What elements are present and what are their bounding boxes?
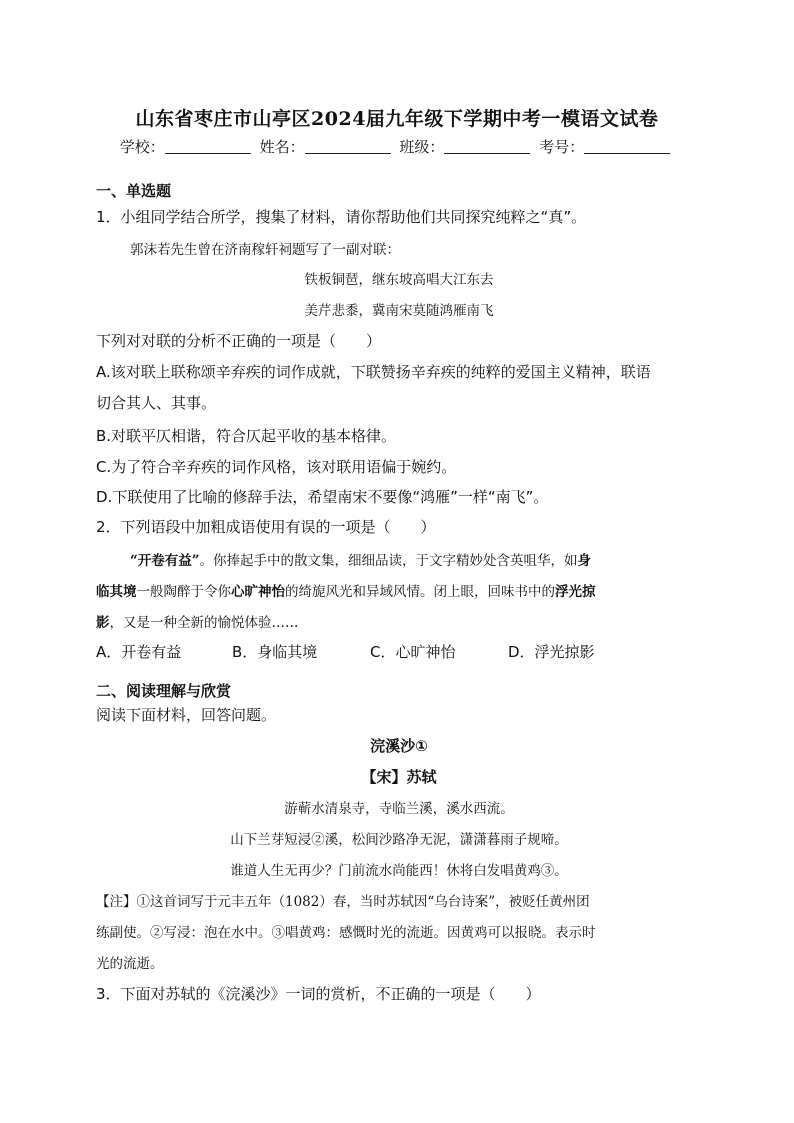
q1-option-d: D.下联使用了比喻的修辞手法，希望南宋不要像“鸿雁”一样“南飞”。 [96,488,549,506]
school-label: 学校： [119,138,165,156]
poem-author: 【宋】苏轼 [361,768,437,786]
class-blank [444,139,530,154]
name-blank [305,139,391,154]
name-label: 姓名： [259,138,305,156]
idiom-xinkuang: 心旷神怡 [231,584,285,600]
q1-option-b: B.对联平仄相谐，符合仄起平收的基本格律。 [96,427,397,445]
q1-couplet-upper: 铁板铜琶，继东坡高唱大江东去 [304,272,494,288]
q2-passage-line1: “开卷有益”。你捧起手中的散文集，细细品读，于文字精妙处含英咀华，如身 [130,553,592,569]
class-label: 班级： [399,138,445,156]
idiom-kaijuan: “开卷有益” [130,553,200,569]
poem-title: 浣溪沙① [370,737,428,755]
number-blank [584,139,670,154]
q3-stem: 3．下面对苏轼的《浣溪沙》一词的赏析，不正确的一项是（ ） [96,985,541,1003]
q2-option-a: A．开卷有益 [96,643,182,661]
section2-instruction: 阅读下面材料，回答问题。 [96,706,277,724]
poem-note-line3: 光的流逝。 [96,956,164,972]
q2-option-b: B．身临其境 [232,643,318,661]
q2-option-c: C．心旷神怡 [370,643,456,661]
poem-note-line2: 练副使。②写浸：泡在水中。③唱黄鸡：感慨时光的流逝。因黄鸡可以报晓。表示时 [96,925,596,941]
idiom-fuguang: 浮光掠 [555,584,596,600]
q1-intro: 郭沫若先生曾在济南稼轩祠题写了一副对联： [130,242,400,258]
section2-heading: 二、阅读理解与欣赏 [96,682,232,700]
q2-passage-line2: 临其境一般陶醉于令你心旷神怡的绮旎风光和异域风情。闭上眼，回味书中的浮光掠 [96,584,596,600]
poem-note-line1: 【注】①这首词写于元丰五年（1082）春，当时苏轼因“乌台诗案”，被贬任黄州团 [96,894,590,910]
q1-option-a-line2: 切合其人、其事。 [96,394,217,412]
q1-question: 下列对对联的分析不正确的一项是（ ） [96,332,382,350]
school-blank [165,139,251,154]
q2-passage-line3: 影，又是一种全新的愉悦体验…… [96,615,299,631]
q1-option-a-line1: A.该对联上联称颂辛弃疾的词作成就，下联赞扬辛弃疾的纯粹的爱国主义精神，联语 [96,363,651,381]
section1-heading: 一、单选题 [96,182,172,200]
q1-couplet-lower: 美芹悲黍，冀南宋莫随鸿雁南飞 [304,303,494,319]
poem-line-lower: 谁道人生无再少？门前流水尚能西！休将白发唱黄鸡③。 [230,863,568,879]
poem-preface: 游蕲水清泉寺，寺临兰溪，溪水西流。 [284,801,514,817]
q2-option-d: D．浮光掠影 [508,643,595,661]
q1-stem: 1．小组同学结合所学，搜集了材料，请你帮助他们共同探究纯粹之“真”。 [96,208,587,226]
idiom-shenlin: 临其境 [96,584,137,600]
q1-option-c: C.为了符合辛弃疾的词作风格，该对联用语偏于婉约。 [96,458,457,476]
number-label: 考号： [539,138,585,156]
student-info-row [0,136,794,157]
poem-line-upper: 山下兰芽短浸②溪，松间沙路净无泥，潇潇暮雨子规啼。 [230,832,568,848]
q2-stem: 2．下列语段中加粗成语使用有误的一项是（ ） [96,518,436,536]
page-title: 山东省枣庄市山亭区2024届九年级下学期中考一模语文试卷 [135,108,659,130]
